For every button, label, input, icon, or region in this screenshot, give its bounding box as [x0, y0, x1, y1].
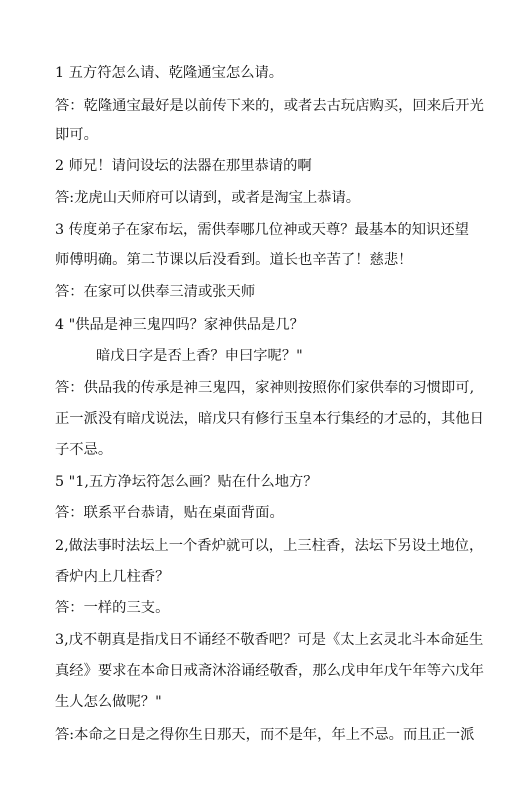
question-5-part-3-line-3: 生人怎么做呢？" [55, 694, 162, 710]
answer-5-part-2: 答：一样的三支。 [55, 600, 170, 616]
answer-4-line-1: 答：供品我的传承是神三鬼四，家神则按照你们家供奉的习惯即可, [55, 380, 475, 396]
answer-3: 答：在家可以供奉三清或张天师 [55, 284, 256, 300]
question-3-line-1: 3 传度弟子在家布坛，需供奉哪几位神或天尊？最基本的知识还望 [55, 222, 469, 238]
question-5-part-1: 5 "1,五方净坛符怎么画？贴在什么地方？ [55, 474, 318, 490]
question-5-part-3-line-2: 真经》要求在本命日戒斋沐浴诵经敬香，那么戊申年戊午年等六戊年 [55, 663, 484, 679]
question-5-part-2-line-1: 2,做法事时法坛上一个香炉就可以，上三柱香，法坛下另设土地位， [55, 538, 484, 554]
answer-4-line-3: 子不忌。 [55, 442, 113, 458]
question-3-line-2: 师傅明确。第二节课以后没看到。道长也辛苦了！慈悲！ [55, 252, 413, 268]
question-4-line-1: 4 "供品是神三鬼四吗？家神供品是几？ [55, 317, 304, 333]
answer-5-part-1: 答：联系平台恭请，贴在桌面背面。 [55, 505, 284, 521]
answer-1-line-1: 答：乾隆通宝最好是以前传下来的，或者去古玩店购买，回来后开光 [55, 98, 484, 114]
question-4-line-2: 暗戊日字是否上香？申曰字呢？" [96, 348, 303, 364]
answer-2: 答:龙虎山天师府可以请到，或者是淘宝上恭请。 [55, 190, 361, 206]
question-5-part-3-line-1: 3,戊不朝真是指戊日不诵经不敬香吧？可是《太上玄灵北斗本命延生 [55, 632, 484, 648]
question-1: 1 五方符怎么请、乾隆通宝怎么请。 [55, 65, 284, 81]
answer-4-line-2: 正一派没有暗戊说法，暗戊只有修行玉皇本行集经的才忌的，其他日 [55, 411, 484, 427]
question-5-part-2-line-2: 香炉内上几柱香？ [55, 569, 170, 585]
question-2: 2 师兄！请问设坛的法器在那里恭请的啊 [55, 158, 312, 174]
answer-5-part-3: 答:本命之日是之得你生日那天，而不是年，年上不忌。而且正一派 [55, 727, 475, 743]
answer-1-line-2: 即可。 [55, 127, 98, 143]
